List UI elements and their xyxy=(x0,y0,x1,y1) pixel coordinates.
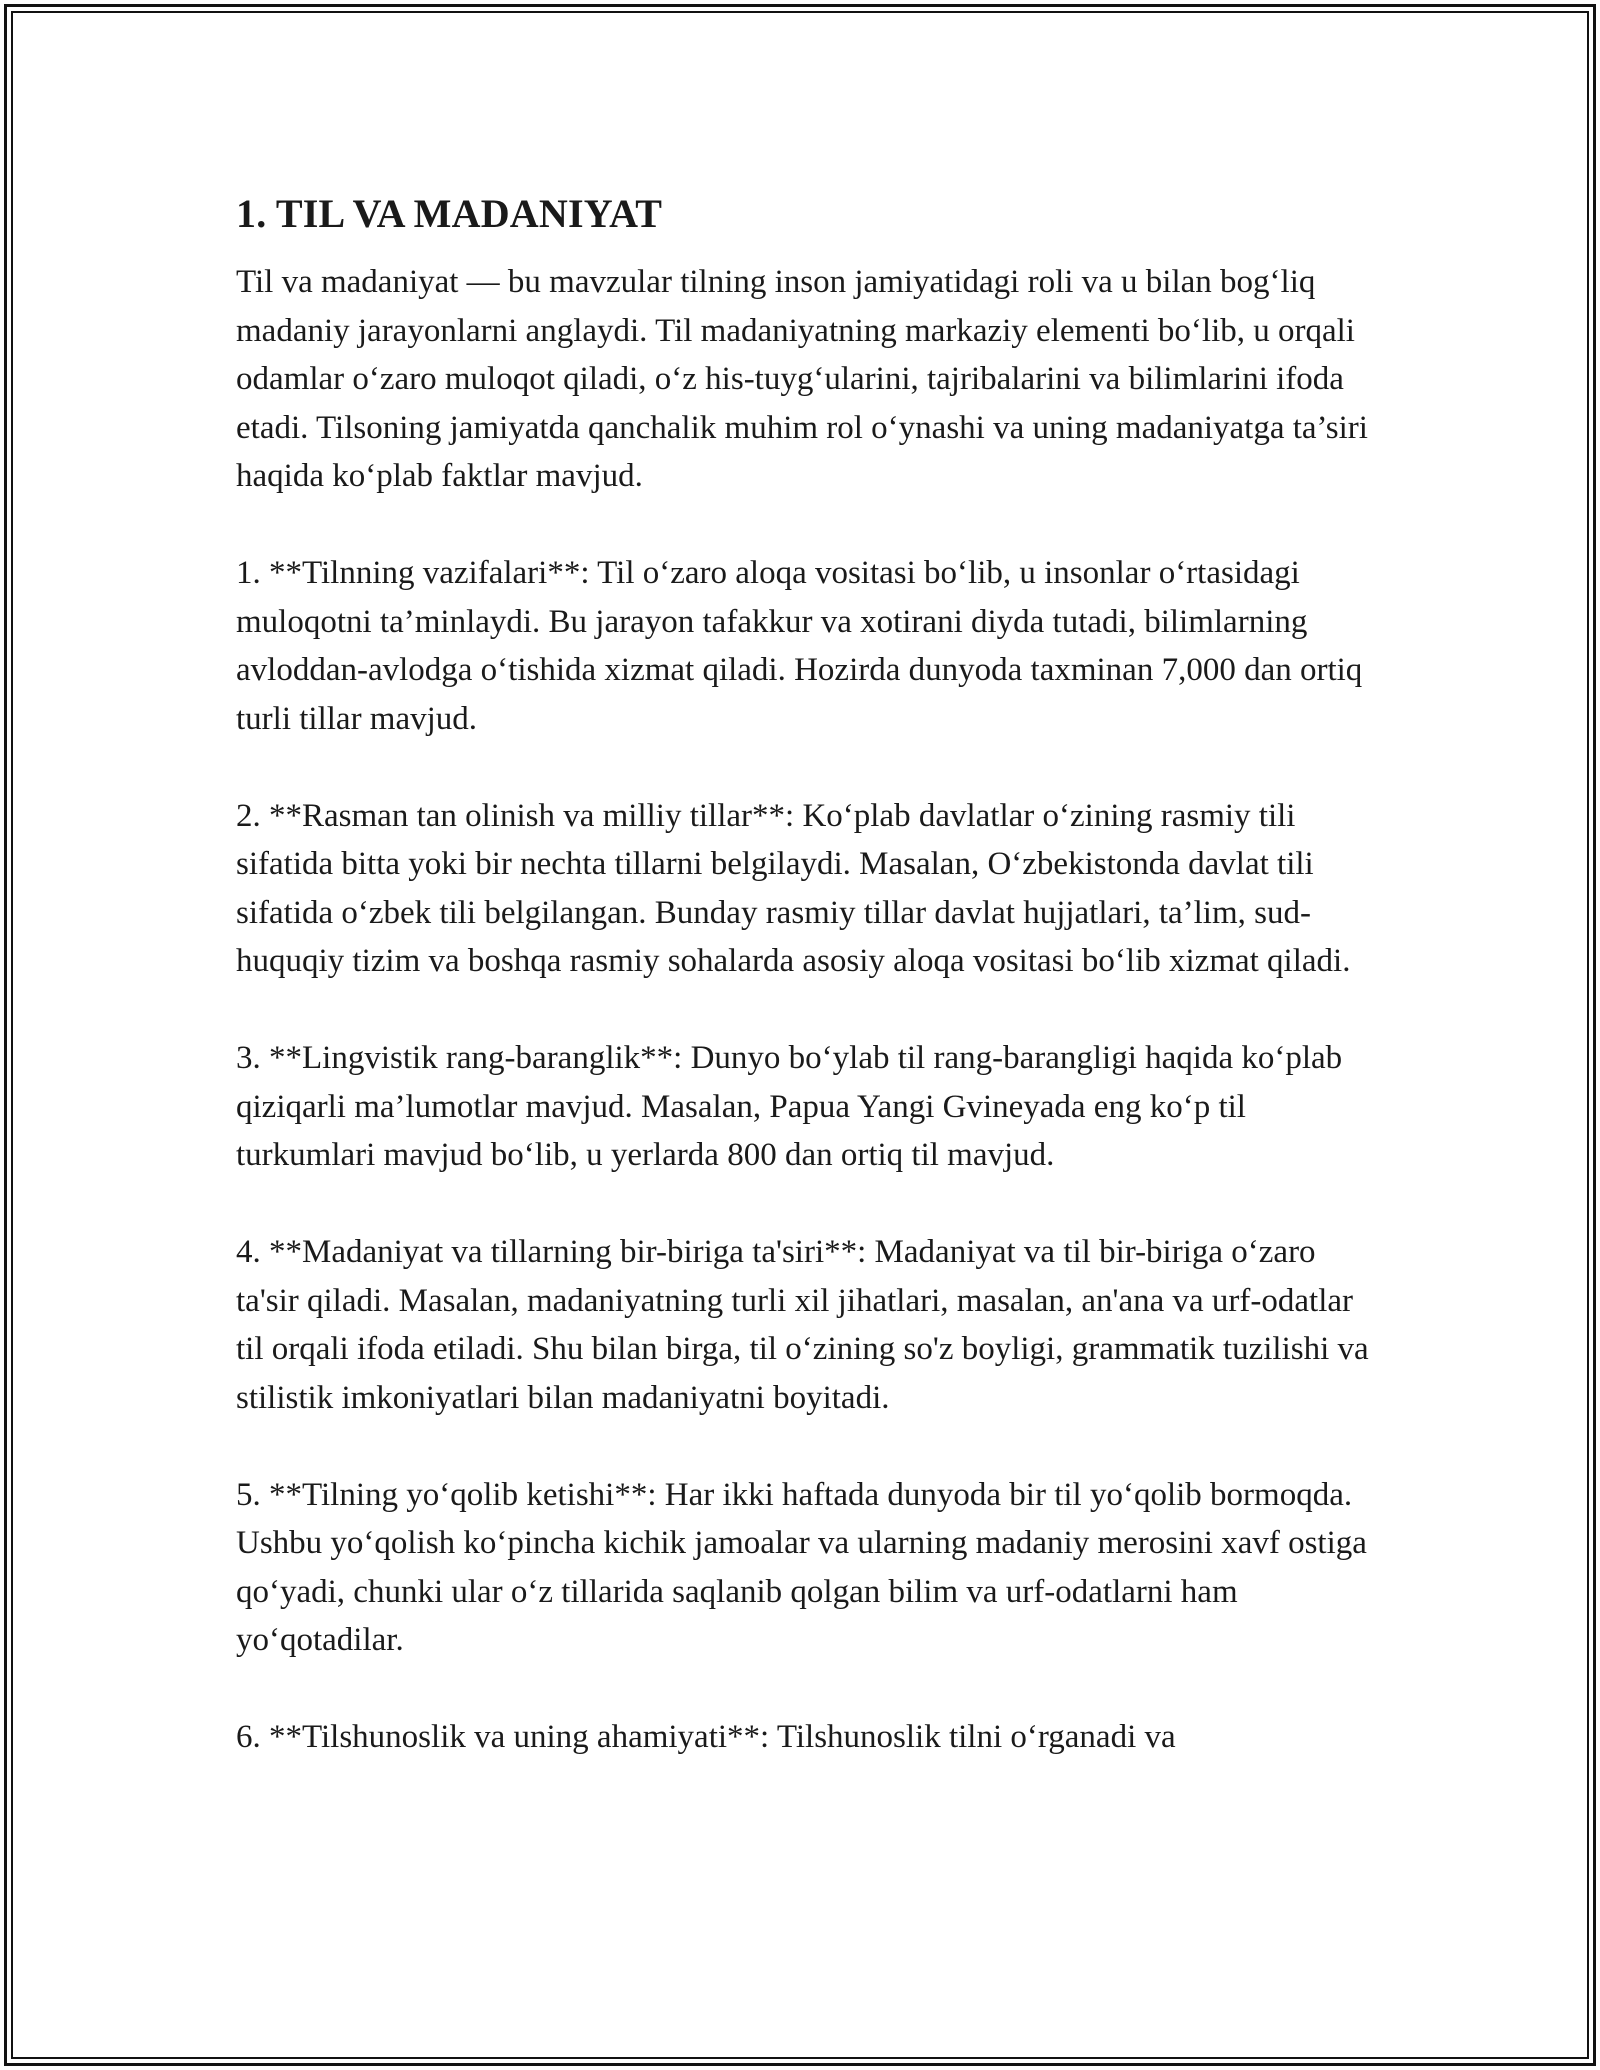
page-title: 1. TIL VA MADANIYAT xyxy=(236,191,663,236)
paragraph-item-6: 6. **Tilshunoslik va uning ahamiyati**: Tilshunoslik tilni o‘rganadi va xyxy=(236,1719,1176,1755)
paragraph-intro: Til va madaniyat — bu mavzular tilning inson jamiyatidagi roli va u bilan bog‘liq madaniy jarayonlarni anglaydi. Til madaniyatning markaziy elementi bo‘lib, u orqali odamlar o‘zaro muloqot qiladi, o‘z his-tuyg‘ularini, tajribalarini va bilimlarini ifoda etadi. Tilsoning jamiyatda qanchalik muhim rol o‘ynashi va uning madaniyatga ta’siri haqida ko‘plab faktlar mavjud. xyxy=(236,264,1368,494)
paragraph-item-3: 3. **Lingvistik rang-baranglik**: Dunyo bo‘ylab til rang-barangligi haqida ko‘plab qiziqarli ma’lumotlar mavjud. Masalan, Papua Yangi Gvineyada eng ko‘p til turkumlari mavjud bo‘lib, u yerlarda 800 dan ortiq til mavjud. xyxy=(236,1040,1343,1173)
paragraph-item-1: 1. **Tilnning vazifalari**: Til o‘zaro aloqa vositasi bo‘lib, u insonlar o‘rtasidagi muloqotni ta’minlaydi. Bu jarayon tafakkur va xotirani diyda tutadi, bilimlarning avloddan-avlodga o‘tishida xizmat qiladi. Hozirda dunyoda taxminan 7,000 dan ortiq turli tillar mavjud. xyxy=(236,555,1363,737)
document-body xyxy=(236,186,1376,1810)
paragraph-item-4: 4. **Madaniyat va tillarning bir-biriga ta'siri**: Madaniyat va til bir-biriga o‘zaro ta'sir qiladi. Masalan, madaniyatning turli xil jihatlari, masalan, an'ana va urf-odatlar til orqali ifoda etiladi. Shu bilan birga, til o‘zining so'z boyligi, grammatik tuzilishi va stilistik imkoniyatlari bilan madaniyatni boyitadi. xyxy=(236,1234,1369,1416)
paragraph-item-5: 5. **Tilning yo‘qolib ketishi**: Har ikki haftada dunyoda bir til yo‘qolib bormoqda. Ushbu yo‘qolish ko‘pincha kichik jamoalar va ularning madaniy merosini xavf ostiga qo‘yadi, chunki ular o‘z tillarida saqlanib qolgan bilim va urf-odatlarni ham yo‘qotadilar. xyxy=(236,1476,1367,1658)
paragraph-item-2: 2. **Rasman tan olinish va milliy tillar**: Ko‘plab davlatlar o‘zining rasmiy tili sifatida bitta yoki bir nechta tillarni belgilaydi. Masalan, O‘zbekistonda davlat tili sifatida o‘zbek tili belgilangan. Bunday rasmiy tillar davlat hujjatlari, ta’lim, sud-huquqiy tizim va boshqa rasmiy sohalarda asosiy aloqa vositasi bo‘lib xizmat qiladi. xyxy=(236,797,1351,979)
